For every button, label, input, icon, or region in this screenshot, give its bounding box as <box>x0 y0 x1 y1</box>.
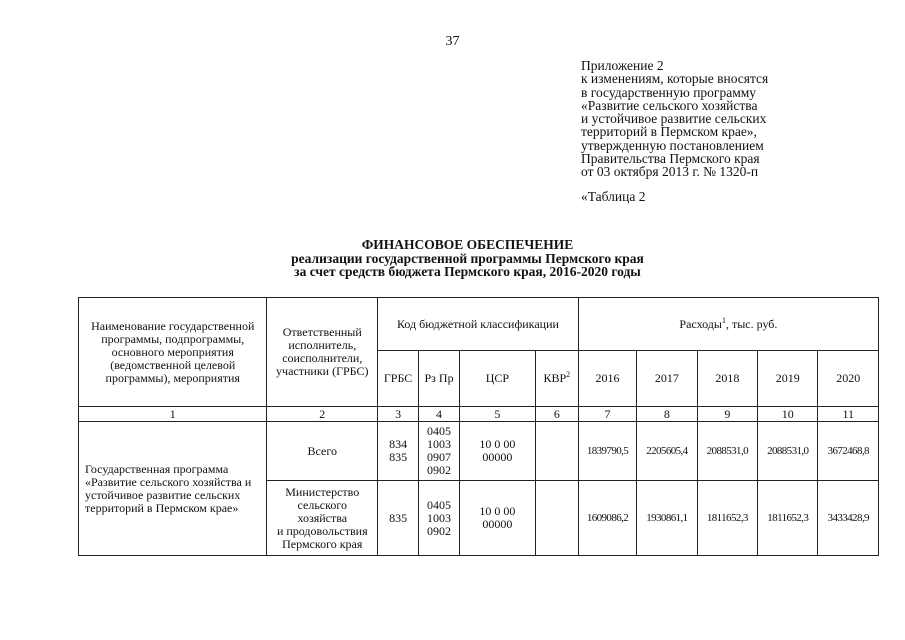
appendix-line: территорий в Пермском крае», <box>581 124 757 140</box>
csr-cell <box>460 481 536 556</box>
column-number: 1 <box>79 407 267 422</box>
appendix-line: Приложение 2 <box>581 58 664 73</box>
appendix-block <box>581 59 768 179</box>
appendix-line: и устойчивое развитие сельских <box>581 111 767 127</box>
program-name-cell: Государственная программа «Развитие сельского хозяйства и устойчивое развитие сельских территорий в Пермском крае» <box>79 422 267 556</box>
column-number: 4 <box>419 407 460 422</box>
amount-cell: 1811652,3 <box>697 481 757 556</box>
executor-cell <box>267 481 378 556</box>
amount-cell: 3433428,9 <box>818 481 879 556</box>
grbs-cell <box>378 481 419 556</box>
executor-line: Всего <box>307 443 337 458</box>
column-number: 9 <box>697 407 757 422</box>
executor-line: хозяйства <box>297 510 348 525</box>
header-year: 2016 <box>578 351 636 407</box>
document-title <box>0 238 905 279</box>
csr-cell <box>460 422 536 481</box>
csr-line: 10 0 00 <box>479 504 516 518</box>
amount-cell: 2088531,0 <box>758 422 818 481</box>
column-number: 6 <box>535 407 578 422</box>
expenses-unit: , тыс. руб. <box>725 316 778 331</box>
column-number: 3 <box>378 407 419 422</box>
header-year: 2018 <box>697 351 757 407</box>
executor-cell <box>267 422 378 481</box>
kvr-cell <box>535 422 578 481</box>
footnote-mark: 1 <box>721 315 726 325</box>
grbs-line: 834 <box>389 437 408 451</box>
appendix-line: «Развитие сельского хозяйства <box>581 97 758 113</box>
amount-cell: 2205605,4 <box>637 422 697 481</box>
grbs-line: 835 <box>389 450 408 464</box>
column-number: 7 <box>578 407 636 422</box>
csr-line: 10 0 00 <box>479 437 516 451</box>
rzpr-line: 0405 <box>427 497 452 512</box>
header-year: 2017 <box>637 351 697 407</box>
column-number: 2 <box>267 407 378 422</box>
appendix-line: в государственную программу <box>581 84 757 100</box>
appendix-line: к изменениям, которые вносятся <box>581 71 769 87</box>
executor-line: Министерство <box>285 484 360 499</box>
header-grbs: ГРБС <box>378 351 419 407</box>
title-line: за счет средств бюджета Пермского края, 2016-2020 годы <box>294 264 641 279</box>
rzpr-cell <box>419 481 460 556</box>
table-row <box>79 422 879 481</box>
column-number: 5 <box>460 407 536 422</box>
header-year: 2019 <box>758 351 818 407</box>
rzpr-line: 0902 <box>427 463 452 477</box>
header-kvr <box>535 351 578 407</box>
header-csr: ЦСР <box>460 351 536 407</box>
header-name: Наименование государственной программы, подпрограммы, основного мероприятия (ведомственной целевой программы), мероприятия <box>79 298 267 407</box>
amount-cell: 1811652,3 <box>758 481 818 556</box>
amount-cell: 2088531,0 <box>697 422 757 481</box>
rzpr-line: 0405 <box>427 424 452 438</box>
footnote-mark: 2 <box>566 370 571 379</box>
title-line: ФИНАНСОВОЕ ОБЕСПЕЧЕНИЕ <box>361 237 574 252</box>
amount-cell: 1609086,2 <box>578 481 636 556</box>
executor-line: сельского <box>297 497 347 512</box>
appendix-line: Правительства Пермского края <box>581 151 760 167</box>
appendix-line: от 03 октября 2013 г. № 1320-п <box>581 164 759 180</box>
amount-cell: 1839790,5 <box>578 422 636 481</box>
kvr-cell <box>535 481 578 556</box>
column-number: 11 <box>818 407 879 422</box>
header-year: 2020 <box>818 351 879 407</box>
header-classification: Код бюджетной классификации <box>378 298 579 351</box>
rzpr-line: 0907 <box>427 450 452 464</box>
rzpr-line: 1003 <box>427 437 452 451</box>
column-number: 10 <box>758 407 818 422</box>
header-expenses <box>578 298 878 351</box>
header-executor: Ответственный исполнитель, соисполнители, участники (ГРБС) <box>267 298 378 407</box>
csr-line: 00000 <box>482 517 513 531</box>
header-rzpr: Рз Пр <box>419 351 460 407</box>
page-number: 37 <box>445 34 460 49</box>
amount-cell: 1930861,1 <box>637 481 697 556</box>
rzpr-line: 0902 <box>427 523 452 538</box>
table-label: «Таблица 2 <box>581 189 646 204</box>
executor-line: и продовольствия <box>276 523 368 538</box>
grbs-cell <box>378 422 419 481</box>
amount-cell: 3672468,8 <box>818 422 879 481</box>
kvr-label: КВР <box>543 371 567 385</box>
column-number: 8 <box>637 407 697 422</box>
rzpr-cell <box>419 422 460 481</box>
csr-line: 00000 <box>482 450 513 464</box>
rzpr-line: 1003 <box>427 510 452 525</box>
financing-table <box>78 297 879 556</box>
title-line: реализации государственной программы Пермского края <box>291 250 644 266</box>
executor-line: Пермского края <box>282 536 363 551</box>
expenses-label: Расходы <box>679 316 722 331</box>
appendix-line: утвержденную постановлением <box>581 137 764 153</box>
grbs-line: 835 <box>389 510 408 525</box>
